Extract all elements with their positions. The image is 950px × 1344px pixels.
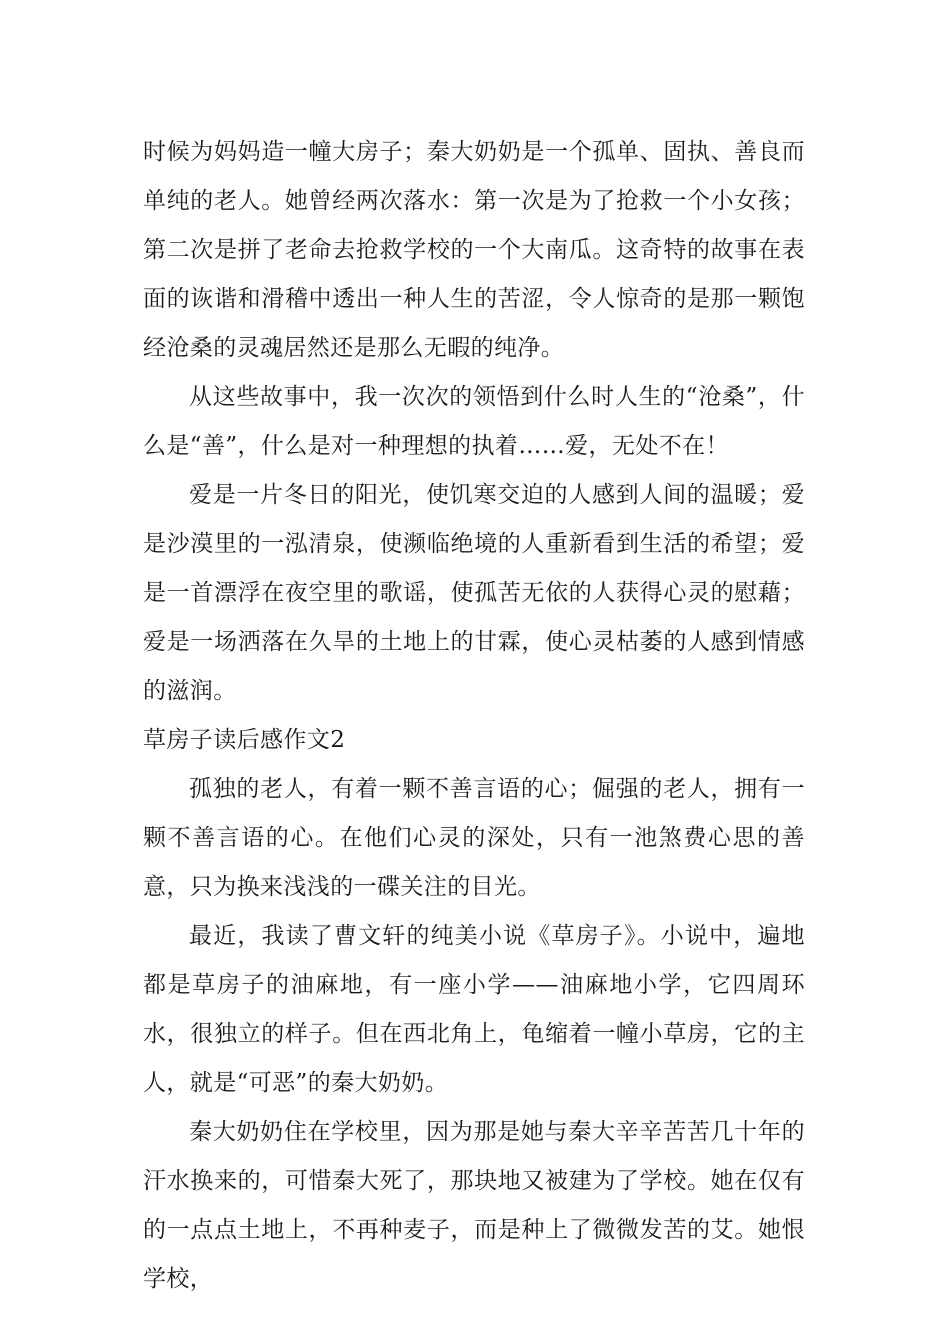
paragraph: 最近，我读了曹文轩的纯美小说《草房子》。小说中，遍地都是草房子的油麻地，有一座小学——油麻地小学，它四周环水，很独立的样子。但在西北角上，龟缩着一幢小草房，它的主人，就是“可恶”的秦大奶奶。: [143, 923, 805, 1096]
section-title: 草房子读后感作文2: [143, 727, 346, 753]
paragraph: 从这些故事中，我一次次的领悟到什么时人生的“沧桑”，什么是“善”，什么是对一种理想的执着……爱，无处不在！: [143, 384, 805, 459]
paragraph: 爱是一片冬日的阳光，使饥寒交迫的人感到人间的温暖；爱是沙漠里的一泓清泉，使濒临绝境的人重新看到生活的希望；爱是一首漂浮在夜空里的歌谣，使孤苦无依的人获得心灵的慰藉；爱是一场洒落在久旱的土地上的甘霖，使心灵枯萎的人感到情感的滋润。: [143, 482, 805, 704]
document-body: [143, 128, 805, 1304]
paragraph: 时候为妈妈造一幢大房子；秦大奶奶是一个孤单、固执、善良而单纯的老人。她曾经两次落水：第一次是为了抢救一个小女孩；第二次是拼了老命去抢救学校的一个大南瓜。这奇特的故事在表面的诙谐和滑稽中透出一种人生的苦涩，令人惊奇的是那一颗饱经沧桑的灵魂居然还是那么无暇的纯净。: [143, 139, 805, 361]
paragraph: 孤独的老人，有着一颗不善言语的心；倔强的老人，拥有一颗不善言语的心。在他们心灵的深处，只有一池煞费心思的善意，只为换来浅浅的一碟关注的目光。: [143, 776, 805, 900]
paragraph: 秦大奶奶住在学校里，因为那是她与秦大辛辛苦苦几十年的汗水换来的，可惜秦大死了，那块地又被建为了学校。她在仅有的一点点土地上，不再种麦子，而是种上了微微发苦的艾。她恨学校，: [143, 1119, 805, 1292]
